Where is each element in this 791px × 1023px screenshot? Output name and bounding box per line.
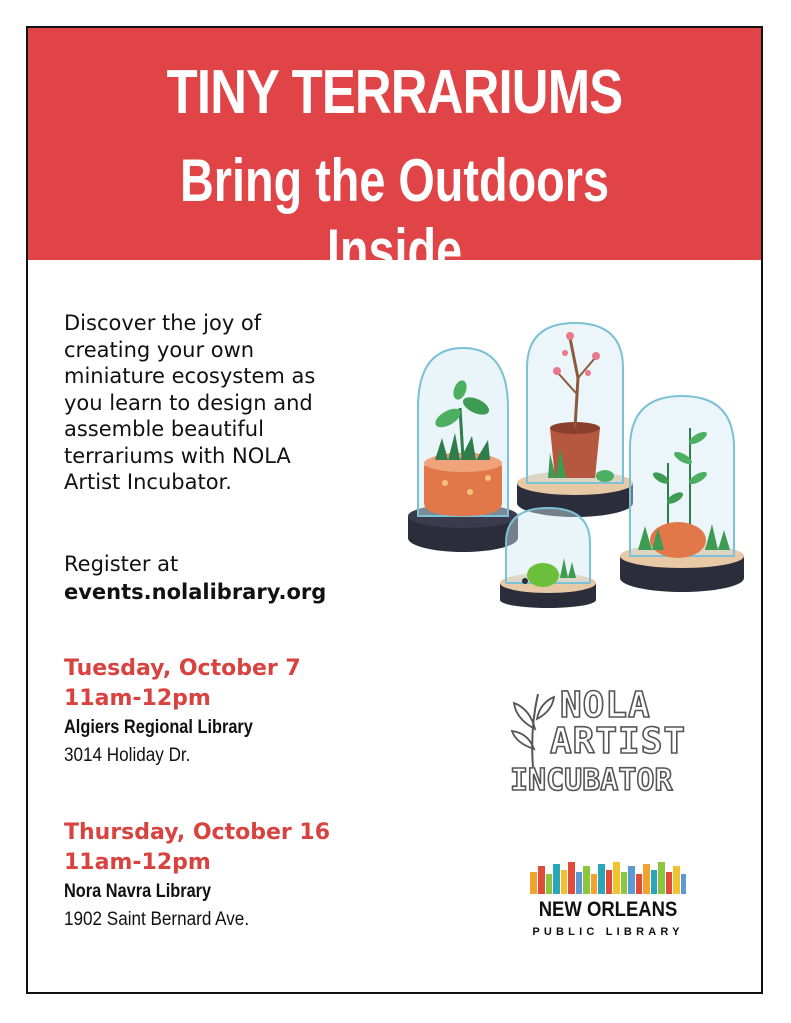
event-time: 11am-12pm bbox=[64, 850, 211, 875]
event-day: Thursday, October 16 bbox=[64, 820, 331, 845]
library-subname: PUBLIC LIBRARY bbox=[532, 926, 684, 938]
intro-line: Discover the joy of bbox=[64, 311, 262, 335]
title-banner bbox=[28, 28, 761, 284]
event-1 bbox=[64, 654, 404, 770]
left-terrarium-icon bbox=[408, 348, 518, 552]
intro-line: creating your own bbox=[64, 337, 255, 362]
event-venue: Algiers Regional Library bbox=[64, 717, 253, 738]
nola-logo-line3: INCUBATOR bbox=[510, 763, 673, 798]
terrarium-illustration bbox=[400, 278, 745, 608]
intro-line: assemble beautiful bbox=[64, 417, 264, 441]
flyer-subtitle: Bring the Outdoors Inside bbox=[180, 147, 609, 284]
nola-logo-line2: ARTIST bbox=[550, 721, 687, 762]
event-address: 3014 Holiday Dr. bbox=[64, 745, 191, 766]
small-terrarium-icon bbox=[500, 508, 596, 608]
right-terrarium-icon bbox=[620, 396, 744, 592]
flyer-frame bbox=[26, 26, 763, 994]
register-link[interactable]: events.nolalibrary.org bbox=[64, 580, 327, 604]
intro-line: you learn to design and bbox=[64, 390, 313, 415]
middle-terrarium-icon bbox=[517, 323, 633, 517]
intro-line: miniature ecosystem as bbox=[64, 364, 316, 388]
event-address: 1902 Saint Bernard Ave. bbox=[64, 909, 250, 930]
register-block bbox=[64, 550, 384, 606]
library-name: NEW ORLEANS bbox=[538, 898, 678, 921]
event-day: Tuesday, October 7 bbox=[64, 656, 301, 681]
flyer-title: TINY TERRARIUMS bbox=[166, 58, 623, 127]
event-time: 11am-12pm bbox=[64, 686, 211, 711]
intro-line: terrariums with NOLA bbox=[64, 443, 291, 468]
intro-text bbox=[64, 310, 364, 496]
register-label: Register at bbox=[64, 552, 179, 576]
event-2 bbox=[64, 818, 404, 934]
nola-artist-incubator-logo bbox=[506, 683, 706, 803]
nola-logo-line1: NOLA bbox=[560, 685, 651, 726]
intro-line: Artist Incubator. bbox=[64, 470, 232, 494]
bookshelf-icon bbox=[528, 860, 688, 896]
event-venue: Nora Navra Library bbox=[64, 881, 212, 902]
